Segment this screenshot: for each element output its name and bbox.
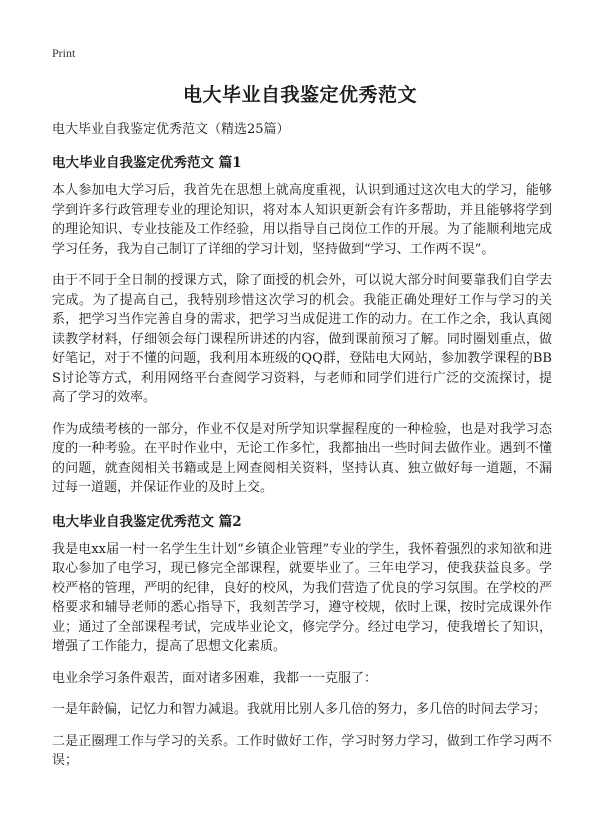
paragraph: 作为成绩考核的一部分，作业不仅是对所学知识掌握程度的一种检验，也是对我学习态度的一种考验。在平时作业中，无论工作多忙，我都抽出一些时间去做作业。遇到不懂的问题，就查阅相关书籍或是上网查阅相关资料，坚持认真、独立做好每一道题，不漏过每一道题，并保证作业的及时上交。 xyxy=(52,421,552,495)
paragraph: 由于不同于全日制的授课方式，除了面授的机会外，可以说大部分时间要靠我们自学去完成。为了提高自己，我特别珍惜这次学习的机会。我能正确处理好工作与学习的关系，把学习当作完善自身的需求，把学习当成促进工作的动力。在工作之余，我认真阅读教学材料，仔细领会每门课程所讲述的内容，做到课前预习了解。同时圈划重点，做好笔记，对于不懂的问题，我利用本班级的QQ群，登陆电大网站，参加教学课程的BBS讨论等方式，利用网络平台查阅学习资料，与老师和同学们进行广泛的交流探讨，提高了学习的效率。 xyxy=(52,273,552,405)
section-heading-2: 电大毕业自我鉴定优秀范文 篇2 xyxy=(52,513,242,530)
paragraph: 电业余学习条件艰苦，面对诸多困难，我都一一克服了： xyxy=(52,670,378,686)
paragraph: 我是电xx届一村一名学生生计划“乡镇企业管理”专业的学生，我怀着强烈的求知欲和进取心参加了电学习，现已修完全部课程，就要毕业了。三年电学习，使我获益良多。学校严格的管理，严明的纪律，良好的校风，为我们营造了优良的学习氛围。在学校的严格要求和辅导老师的悉心指导下，我刻苦学习，遵守校规，依时上课，按时完成课外作业；通过了全部课程考试，完成毕业论文，修完学分。经过电学习，使我增长了知识，增强了工作能力，提高了思想文化素质。 xyxy=(52,541,552,654)
paragraph: 二是正圈理工作与学习的关系。工作时做好工作，学习时努力学习，做到工作学习两不误； xyxy=(52,733,552,768)
paragraph: 一是年龄偏，记忆力和智力减退。我就用比别人多几倍的努力，多几倍的时间去学习； xyxy=(52,702,547,717)
print-label: Print xyxy=(52,46,76,60)
document-title: 电大毕业自我鉴定优秀范文 xyxy=(182,84,417,106)
section-heading-1: 电大毕业自我鉴定优秀范文 篇1 xyxy=(52,155,242,171)
document-content xyxy=(52,118,552,783)
document-subtitle: 电大毕业自我鉴定优秀范文（精选25篇） xyxy=(52,122,290,137)
paragraph: 本人参加电大学习后，我首先在思想上就高度重视，认识到通过这次电大的学习，能够学到许多行政管理专业的理论知识，将对本人知识更新会有许多帮助，并且能够将学到的理论知识、专业技能及工作经验，用以指导自己岗位工作的开展。为了能顺利地完成学习任务，我为自己制订了详细的学习计划，坚持做到“学习、工作两不误”。 xyxy=(52,183,552,257)
